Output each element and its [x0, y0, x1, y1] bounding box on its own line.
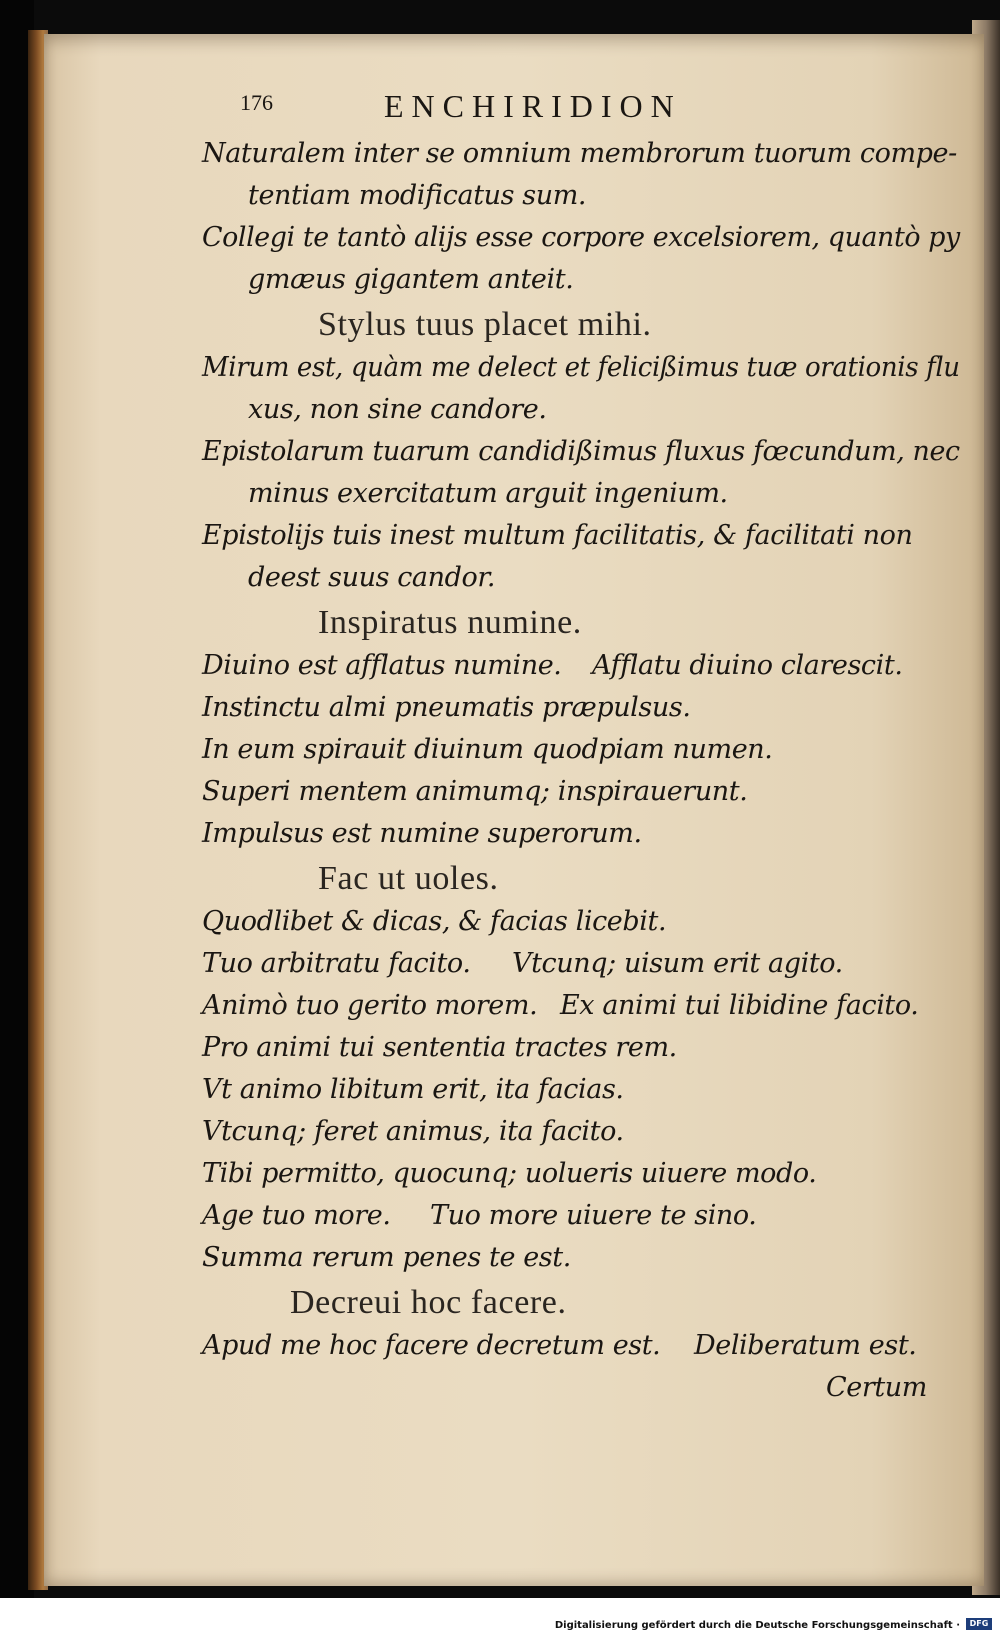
section-heading: Inspiratus numine. [318, 604, 582, 641]
text-line: Tibi permitto, quocunq; uolueris uiuere modo. [202, 1158, 817, 1189]
section-heading: Fac ut uoles. [318, 860, 499, 897]
text-line: Animò tuo gerito morem. [202, 990, 538, 1021]
text-line: Vtcunq; feret animus, ita facito. [202, 1116, 624, 1147]
text-line: Epistolarum tuarum candidißimus fluxus fœcundum, nec [202, 436, 960, 467]
footer-credit: Digitalisierung gefördert durch die Deutsche Forschungsgemeinschaft · [554, 1620, 960, 1631]
text-line: Tuo more uiuere te sino. [430, 1200, 757, 1231]
text-line: xus, non sine candore. [248, 394, 547, 425]
text-line: Naturalem inter se omnium membrorum tuorum compe- [202, 138, 957, 169]
text-line: gmæus gigantem anteit. [248, 264, 574, 295]
section-heading: Decreui hoc facere. [290, 1284, 567, 1321]
text-line: Ex animi tui libidine facito. [560, 990, 919, 1021]
text-line: Deliberatum est. [694, 1330, 917, 1361]
text-line: Quodlibet & dicas, & facias licebit. [202, 906, 667, 937]
text-line: tentiam modificatus sum. [248, 180, 587, 211]
text-line: In eum spirauit diuinum quodpiam numen. [202, 734, 773, 765]
running-head: ENCHIRIDION [384, 88, 682, 124]
text-line: Apud me hoc facere decretum est. [202, 1330, 661, 1361]
text-line: Summa rerum penes te est. [202, 1242, 571, 1273]
text-line: Pro animi tui sententia tractes rem. [202, 1032, 677, 1063]
bleed-through [944, 94, 1000, 1494]
text-line: Collegi te tantò alijs esse corpore excelsiorem, quantò py [202, 222, 960, 253]
text-line: Vtcunq; uisum erit agito. [512, 948, 843, 979]
text-line: Impulsus est numine superorum. [202, 818, 642, 849]
text-line: minus exercitatum arguit ingenium. [248, 478, 728, 509]
dfg-logo-icon: DFG [966, 1618, 992, 1630]
text-line: deest suus candor. [248, 562, 496, 593]
text-line: Superi mentem animumq; inspirauerunt. [202, 776, 748, 807]
catchword: Certum [826, 1372, 927, 1403]
folio-number: 176 [240, 90, 273, 115]
text-line: Epistolijs tuis inest multum facilitatis, & facilitati non [202, 520, 913, 551]
text-line: Age tuo more. [202, 1200, 391, 1231]
section-heading: Stylus tuus placet mihi. [318, 306, 652, 343]
text-line: Instinctu almi pneumatis præpulsus. [202, 692, 691, 723]
text-line: Afflatu diuino clarescit. [592, 650, 903, 681]
text-line: Vt animo libitum erit, ita facias. [202, 1074, 624, 1105]
text-line: Tuo arbitratu facito. [202, 948, 471, 979]
text-line: Diuino est afflatus numine. [202, 650, 562, 681]
text-line: Mirum est, quàm me delect et felicißimus tuæ orationis flu [202, 352, 960, 383]
